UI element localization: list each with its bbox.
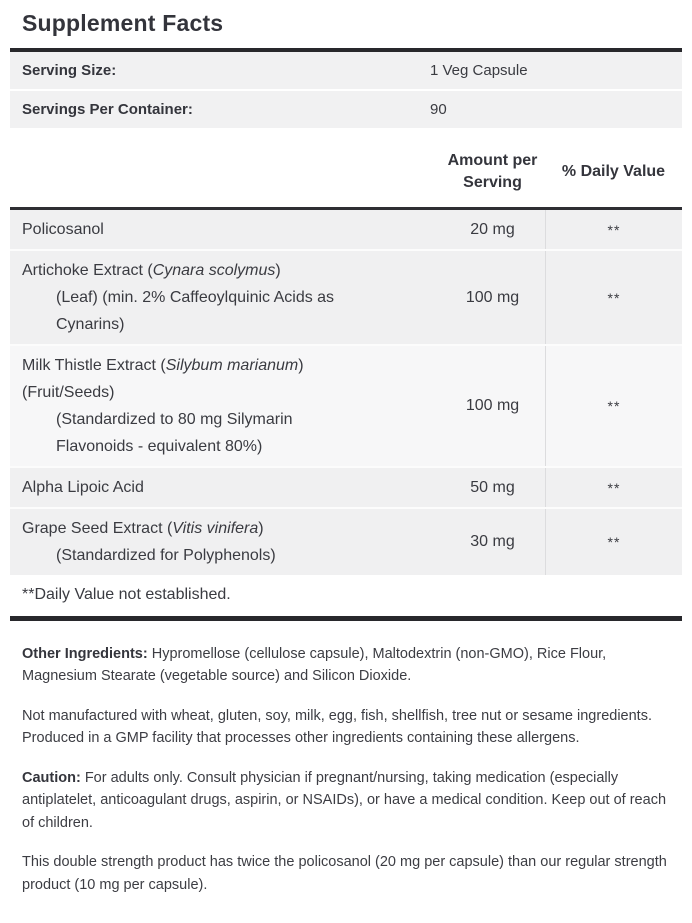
- other-ingredients-label: Other Ingredients:: [22, 646, 148, 662]
- ingredient-amount: 100 mg: [465, 288, 520, 306]
- ingredient-daily-value: **: [545, 346, 682, 466]
- strength-paragraph: This double strength product has twice the policosanol (20 mg per capsule) than our regular strength product (10 mg per capsule).: [22, 854, 667, 893]
- notes-section: [10, 621, 682, 896]
- serving-size-row: [10, 52, 682, 91]
- ingredient-daily-value: **: [545, 251, 682, 344]
- ingredient-row: [10, 344, 682, 466]
- serving-size-label: Serving Size:: [22, 62, 117, 79]
- ingredient-row: [10, 507, 682, 575]
- servings-per-container-row: [10, 91, 682, 130]
- caution-paragraph: [22, 767, 670, 834]
- table-header-row: [10, 130, 682, 207]
- serving-size-value: 1 Veg Capsule: [430, 62, 528, 79]
- footnote-row: **Daily Value not established.: [10, 575, 682, 616]
- ingredient-amount: 20 mg: [470, 220, 515, 238]
- supplement-facts-title: Supplement Facts: [22, 10, 224, 36]
- ingredient-row: [10, 249, 682, 344]
- caution-text: For adults only. Consult physician if pregnant/nursing, taking medication (especially antiplatelet, anticoagulant drugs, aspirin, or NSAIDs), or have a medical condition. Keep out of reach of children.: [22, 769, 667, 831]
- servings-per-container-label: Servings Per Container:: [22, 101, 193, 118]
- ingredient-daily-value: **: [545, 210, 682, 249]
- other-ingredients-text: Hypromellose (cellulose capsule), Maltodextrin (non-GMO), Rice Flour, Magnesium Stearate (vegetable source) and Silicon Dioxide.: [22, 646, 607, 685]
- ingredient-daily-value: **: [545, 509, 682, 575]
- ingredient-row: [10, 466, 682, 507]
- ingredient-name: Policosanol: [22, 221, 104, 238]
- ingredient-daily-value: **: [545, 468, 682, 507]
- ingredients-rows: [10, 210, 682, 575]
- ingredient-amount: 30 mg: [470, 533, 515, 550]
- other-ingredients-paragraph: [22, 643, 670, 688]
- allergen-paragraph: Not manufactured with wheat, gluten, soy, milk, egg, fish, shellfish, tree nut or sesame ingredients. Produced in a GMP facility that processes other ingredients containing these allergens.: [22, 707, 652, 747]
- ingredient-amount: 50 mg: [470, 478, 515, 496]
- ingredient-name: Milk Thistle Extract (Silybum marianum) (Fruit/Seeds) (Standardized to 80 mg Silymarin Flavonoids - equivalent 80%): [22, 357, 304, 455]
- ingredient-name: Artichoke Extract (Cynara scolymus) (Leaf) (min. 2% Caffeoylquinic Acids as Cynarins): [22, 262, 335, 333]
- ingredient-row: [10, 210, 682, 249]
- ingredient-name: Grape Seed Extract (Vitis vinifera) (Standardized for Polyphenols): [22, 520, 276, 564]
- amount-per-serving-header: Amount per Serving: [447, 152, 538, 191]
- daily-value-header: % Daily Value: [561, 163, 666, 180]
- caution-label: Caution:: [22, 769, 81, 786]
- ingredient-name: Alpha Lipoic Acid: [22, 479, 144, 496]
- ingredient-amount: 100 mg: [465, 397, 520, 414]
- servings-per-container-value: 90: [430, 101, 447, 118]
